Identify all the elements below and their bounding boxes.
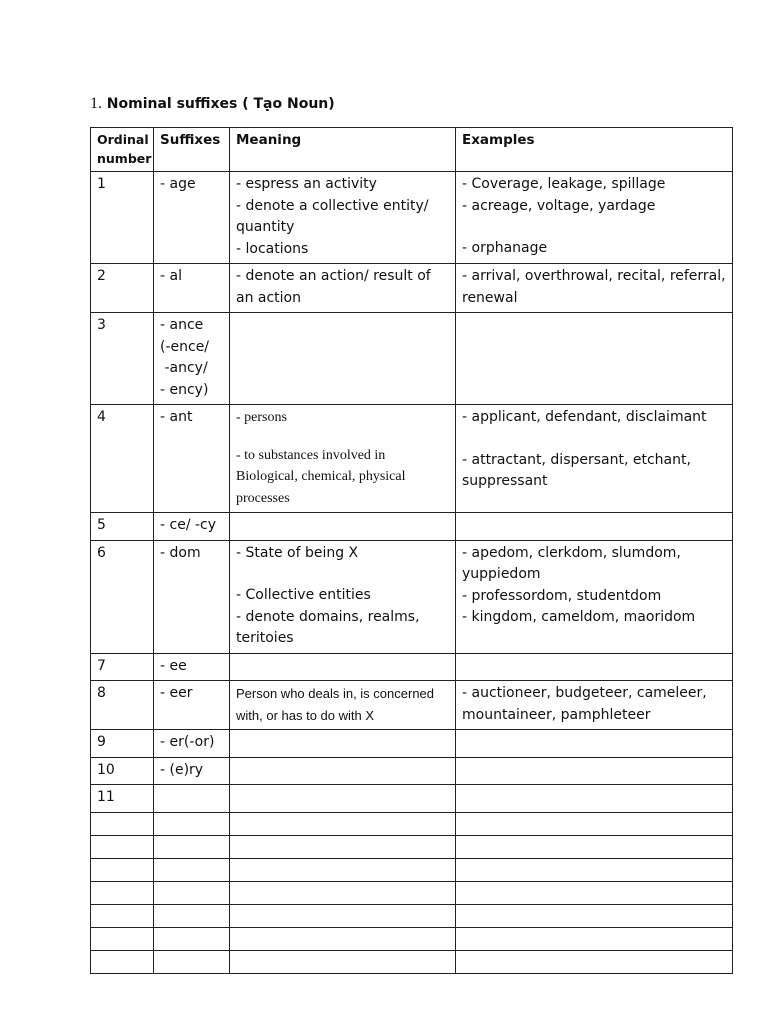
suffix-cell <box>154 812 230 835</box>
examples-cell <box>456 812 733 835</box>
suffix-cell <box>154 858 230 881</box>
ordinal-cell <box>91 904 154 927</box>
suffix-line: - ant <box>160 409 193 425</box>
meaning-cell <box>230 313 456 405</box>
table-body <box>91 172 733 974</box>
suffix-cell <box>154 172 230 264</box>
suffix-line: (-ence/ <box>160 338 210 355</box>
examples-cell <box>456 927 733 950</box>
suffix-cell <box>154 513 230 541</box>
meaning-line: - espress an activity <box>236 176 377 192</box>
examples-cell <box>456 313 733 405</box>
table-row <box>91 950 733 973</box>
table-row <box>91 313 733 405</box>
ordinal-cell <box>91 835 154 858</box>
examples-cell <box>456 785 733 813</box>
suffix-line: - dom <box>160 544 201 561</box>
table-row <box>91 812 733 835</box>
suffix-cell <box>154 540 230 653</box>
meaning-line: Person who deals in, is concerned with, or has to do with X <box>236 686 438 723</box>
meaning-cell <box>230 927 456 950</box>
examples-line: - attractant, dispersant, etchant, suppressant <box>462 451 696 489</box>
ordinal-cell: 1 <box>91 172 154 264</box>
ordinal-cell <box>91 950 154 973</box>
examples-cell <box>456 730 733 758</box>
suffix-cell <box>154 681 230 730</box>
suffix-cell <box>154 950 230 973</box>
suffix-line: - eer <box>160 685 193 701</box>
section-heading <box>90 94 335 113</box>
table-row <box>91 681 733 730</box>
suffix-cell <box>154 835 230 858</box>
header-examples: Examples <box>456 128 733 172</box>
suffix-cell <box>154 653 230 681</box>
ordinal-cell: 11 <box>91 785 154 813</box>
examples-line: - apedom, clerkdom, slumdom, yuppiedom <box>462 544 686 582</box>
table-row <box>91 730 733 758</box>
table-row <box>91 904 733 927</box>
ordinal-cell: 9 <box>91 730 154 758</box>
section-number: 1. <box>90 95 102 112</box>
suffix-line: - ency) <box>160 381 209 398</box>
examples-cell <box>456 172 733 264</box>
header-suffixes: Suffixes <box>154 128 230 172</box>
suffix-table <box>90 127 733 974</box>
ordinal-cell: 2 <box>91 264 154 313</box>
table-row <box>91 835 733 858</box>
suffix-cell <box>154 264 230 313</box>
ordinal-cell: 8 <box>91 681 154 730</box>
suffix-cell <box>154 757 230 785</box>
suffix-cell <box>154 313 230 405</box>
meaning-cell <box>230 835 456 858</box>
meaning-line: - persons <box>236 410 287 425</box>
meaning-cell <box>230 540 456 653</box>
ordinal-cell: 7 <box>91 653 154 681</box>
suffix-cell <box>154 881 230 904</box>
suffix-line: - er(-or) <box>160 734 215 750</box>
table-row <box>91 858 733 881</box>
suffix-cell <box>154 904 230 927</box>
table-row <box>91 405 733 513</box>
header-ordinal: Ordinal number <box>91 128 154 172</box>
meaning-cell <box>230 757 456 785</box>
meaning-cell <box>230 812 456 835</box>
section-title: Nominal suffixes ( Tạo Noun) <box>106 96 335 112</box>
table-row <box>91 881 733 904</box>
meaning-line <box>236 564 450 585</box>
table-row <box>91 264 733 313</box>
examples-cell <box>456 881 733 904</box>
ordinal-cell <box>91 881 154 904</box>
meaning-cell <box>230 858 456 881</box>
examples-line: - acreage, voltage, yardage <box>462 197 656 214</box>
examples-cell <box>456 904 733 927</box>
table-row <box>91 927 733 950</box>
meaning-cell <box>230 513 456 541</box>
table-row <box>91 653 733 681</box>
meaning-line: - Collective entities <box>236 587 371 603</box>
ordinal-cell: 6 <box>91 540 154 653</box>
table-row <box>91 785 733 813</box>
examples-cell <box>456 264 733 313</box>
ordinal-cell <box>91 927 154 950</box>
meaning-cell <box>230 264 456 313</box>
examples-line <box>462 217 727 238</box>
meaning-cell <box>230 950 456 973</box>
examples-line: - orphanage <box>462 240 548 256</box>
examples-line: - applicant, defendant, disclaimant <box>462 409 707 425</box>
examples-cell <box>456 757 733 785</box>
suffix-line: -ancy/ <box>160 360 208 376</box>
meaning-line: - denote domains, realms, teritoies <box>236 608 424 646</box>
table-row <box>91 172 733 264</box>
ordinal-cell <box>91 812 154 835</box>
examples-cell <box>456 835 733 858</box>
meaning-line <box>236 429 450 445</box>
meaning-cell <box>230 881 456 904</box>
table-row <box>91 757 733 785</box>
ordinal-cell <box>91 858 154 881</box>
table-row <box>91 540 733 653</box>
meaning-line: - to substances involved in Biological, chemical, physical processes <box>236 447 410 506</box>
suffix-line: - ce/ -cy <box>160 517 217 533</box>
header-meaning: Meaning <box>230 128 456 172</box>
ordinal-cell: 5 <box>91 513 154 541</box>
header-row <box>91 128 733 172</box>
examples-cell <box>456 405 733 513</box>
meaning-line: - State of being X <box>236 544 359 561</box>
examples-cell <box>456 681 733 730</box>
meaning-line: - denote an action/ result of an action <box>236 268 436 306</box>
meaning-line: - denote a collective entity/ quantity <box>236 197 433 235</box>
suffix-line: - ee <box>160 657 187 674</box>
meaning-cell <box>230 730 456 758</box>
suffix-cell <box>154 927 230 950</box>
examples-cell <box>456 513 733 541</box>
meaning-cell <box>230 172 456 264</box>
examples-cell <box>456 950 733 973</box>
examples-line: - arrival, overthrowal, recital, referral, renewal <box>462 268 731 306</box>
examples-cell <box>456 540 733 653</box>
meaning-cell <box>230 785 456 813</box>
ordinal-cell: 4 <box>91 405 154 513</box>
suffix-cell <box>154 730 230 758</box>
suffix-cell <box>154 785 230 813</box>
examples-cell <box>456 858 733 881</box>
meaning-line: - locations <box>236 240 309 257</box>
suffix-line: - (e)ry <box>160 761 204 778</box>
examples-line: - auctioneer, budgeteer, cameleer, mountaineer, pamphleteer <box>462 685 712 723</box>
suffix-line: - al <box>160 268 182 284</box>
examples-line: - professordom, studentdom <box>462 587 662 604</box>
ordinal-cell: 3 <box>91 313 154 405</box>
examples-line: - Coverage, leakage, spillage <box>462 176 666 192</box>
suffix-line: - ance <box>160 317 204 333</box>
meaning-cell <box>230 653 456 681</box>
suffix-line: - age <box>160 176 196 192</box>
examples-line: - kingdom, cameldom, maoridom <box>462 609 696 625</box>
ordinal-cell: 10 <box>91 757 154 785</box>
examples-cell <box>456 653 733 681</box>
meaning-cell <box>230 405 456 513</box>
meaning-cell <box>230 904 456 927</box>
suffix-cell <box>154 405 230 513</box>
table-row <box>91 513 733 541</box>
meaning-cell <box>230 681 456 730</box>
examples-line <box>462 429 727 450</box>
